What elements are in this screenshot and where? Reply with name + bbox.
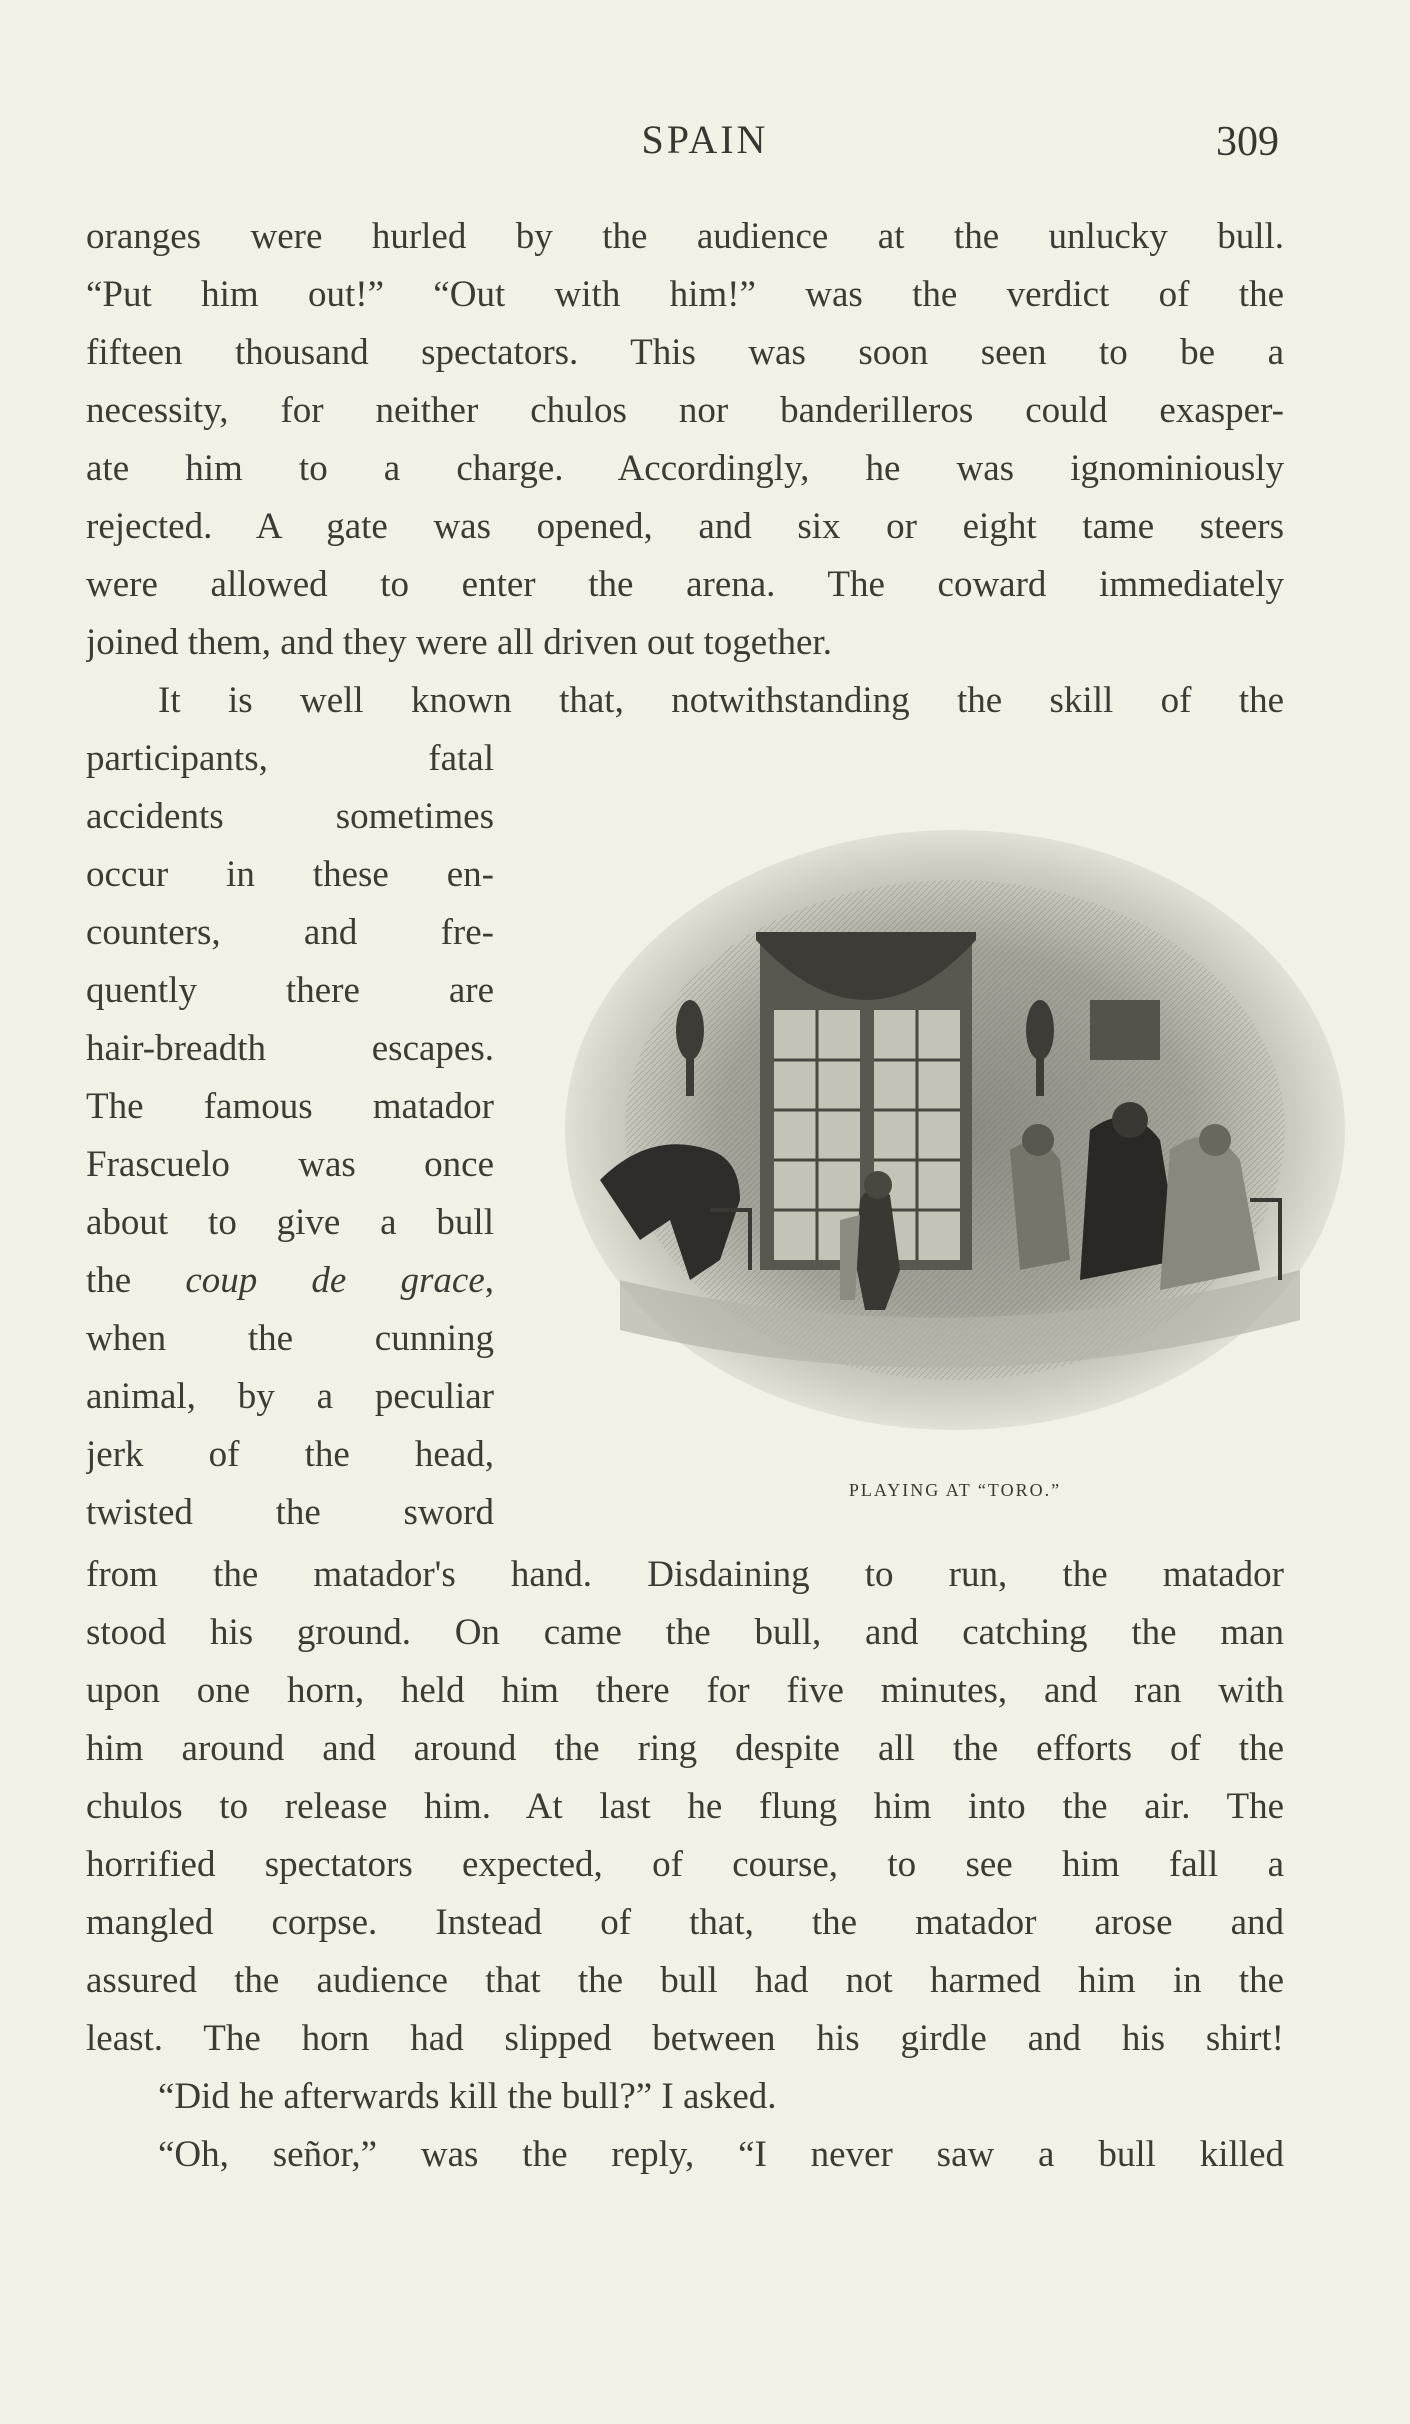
- dialogue-line: “Oh, señor,” was the reply, “I never saw a bull killed: [158, 2134, 1284, 2175]
- text-line: “Put him out!” “Out with him!” was the verdict of the: [86, 274, 1284, 315]
- text-line: [86, 1252, 494, 1310]
- text-segment: the: [86, 1260, 186, 1301]
- italic-phrase: coup de grace: [185, 1260, 485, 1301]
- illustration-engraving: [560, 800, 1350, 1440]
- text-line: him around and around the ring despite all the efforts of the: [86, 1728, 1284, 1769]
- text-line: Frascuelo was once: [86, 1144, 494, 1185]
- text-line: horrified spectators expected, of course, to see him fall a: [86, 1844, 1284, 1885]
- paragraph-2-wrapped: [86, 730, 494, 1542]
- text-line: joined them, and they were all driven out together.: [86, 622, 832, 663]
- text-line: oranges were hurled by the audience at the unlucky bull.: [86, 216, 1284, 257]
- text-line: upon one horn, held him there for five minutes, and ran with: [86, 1670, 1284, 1711]
- text-segment: ,: [484, 1260, 494, 1301]
- text-line: hair-breadth escapes.: [86, 1028, 494, 1069]
- text-line: about to give a bull: [86, 1202, 494, 1243]
- text-line: least. The horn had slipped between his girdle and his shirt!: [86, 2018, 1284, 2059]
- text-line: jerk of the head,: [86, 1434, 494, 1475]
- text-line: fifteen thousand spectators. This was soon seen to be a: [86, 332, 1284, 373]
- text-line: accidents sometimes: [86, 796, 494, 837]
- text-line: were allowed to enter the arena. The coward immediately: [86, 564, 1284, 605]
- paragraph-1: [86, 208, 1284, 730]
- text-line: rejected. A gate was opened, and six or eight tame steers: [86, 506, 1284, 547]
- text-line: participants, fatal: [86, 738, 494, 779]
- text-line: assured the audience that the bull had not harmed him in the: [86, 1960, 1284, 2001]
- text-line: chulos to release him. At last he flung him into the air. The: [86, 1786, 1284, 1827]
- illustration-caption: PLAYING AT “TORO.”: [848, 1480, 1062, 1500]
- text-line: stood his ground. On came the bull, and catching the man: [86, 1612, 1284, 1653]
- dialogue-line: “Did he afterwards kill the bull?” I asked.: [158, 2076, 777, 2117]
- text-line: occur in these en-: [86, 854, 494, 895]
- text-line: It is well known that, notwithstanding the skill of the: [158, 680, 1284, 721]
- page-number: 309: [1216, 119, 1279, 165]
- text-line: when the cunning: [86, 1318, 494, 1359]
- text-line: ate him to a charge. Accordingly, he was ignominiously: [86, 448, 1284, 489]
- text-line: counters, and fre-: [86, 912, 494, 953]
- text-line: The famous matador: [86, 1086, 494, 1127]
- text-line: mangled corpse. Instead of that, the matador arose and: [86, 1902, 1284, 1943]
- text-line: twisted the sword: [86, 1492, 494, 1533]
- text-line: from the matador's hand. Disdaining to run, the matador: [86, 1554, 1284, 1595]
- illustration: [560, 800, 1350, 1440]
- text-line: quently there are: [86, 970, 494, 1011]
- text-line: necessity, for neither chulos nor banderilleros could exasper-: [86, 390, 1284, 431]
- paragraph-2-continued: [86, 1546, 1284, 2184]
- running-head: SPAIN: [641, 117, 769, 162]
- text-line: animal, by a peculiar: [86, 1376, 494, 1417]
